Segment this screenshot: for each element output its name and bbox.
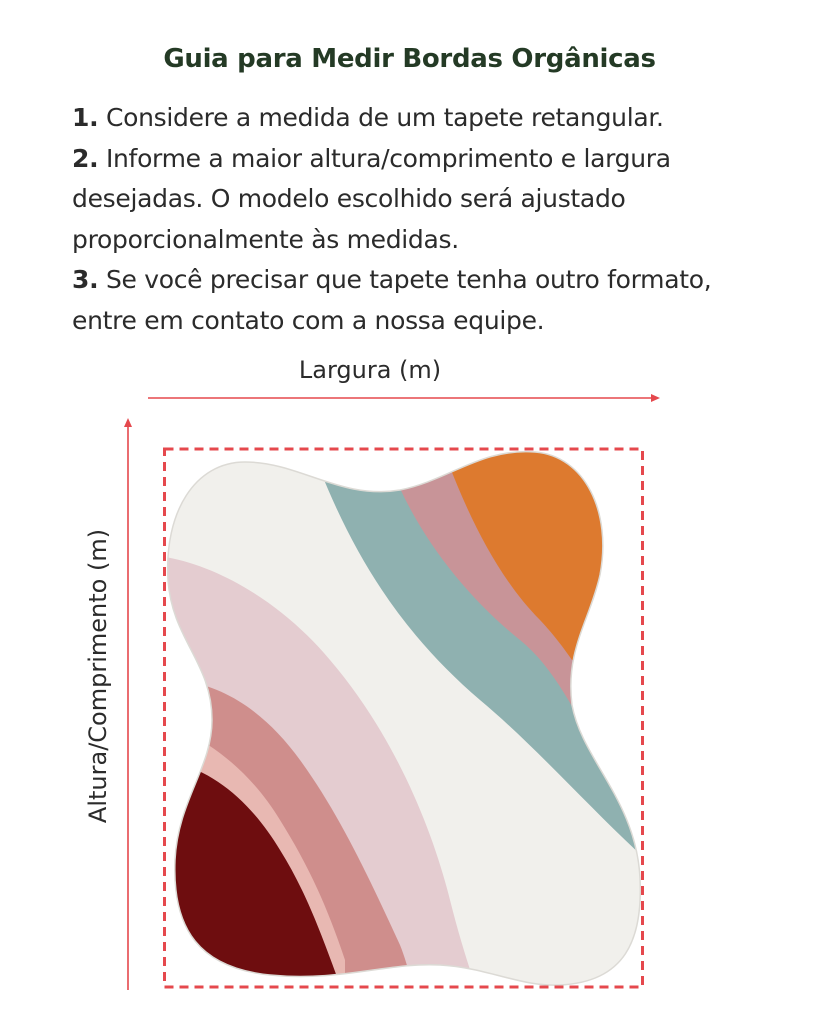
step-text: Informe a maior altura/comprimento e largura desejadas. O modelo escolhido será ajustado proporcionalmente às medidas. <box>72 143 671 254</box>
width-arrow <box>148 394 660 402</box>
step-text: Considere a medida de um tapete retangular. <box>98 103 664 132</box>
instruction-step-1 <box>72 98 772 139</box>
instruction-step-2 <box>72 139 772 261</box>
width-label: Largura (m) <box>298 356 442 384</box>
page-title: Guia para Medir Bordas Orgânicas <box>163 44 656 74</box>
instructions-list <box>72 98 772 341</box>
organic-rug-image <box>150 440 660 1000</box>
rug-outline <box>168 452 641 985</box>
instruction-step-3 <box>72 260 772 341</box>
height-label: Altura/Comprimento (m) <box>84 528 112 824</box>
bounding-rectangle <box>165 449 643 987</box>
step-number: 2. <box>72 143 99 173</box>
step-text: Se você precisar que tapete tenha outro formato, entre em contato com a nossa equipe. <box>72 265 712 335</box>
step-number: 3. <box>72 265 99 294</box>
height-arrow <box>124 418 132 990</box>
step-number: 1. <box>72 103 99 132</box>
